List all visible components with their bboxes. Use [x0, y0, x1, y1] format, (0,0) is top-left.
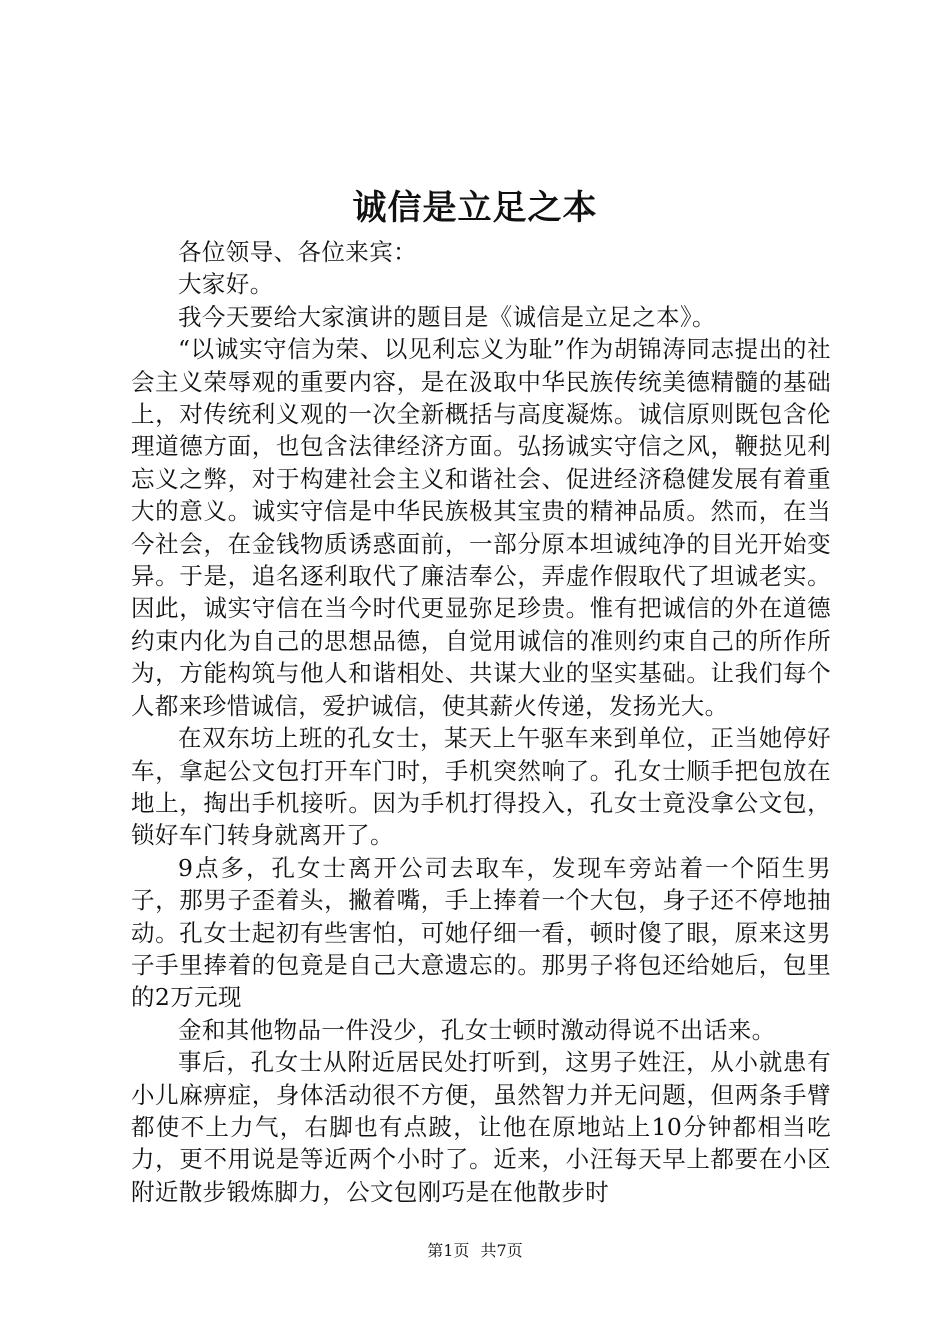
- paragraph-topic: 我今天要给大家演讲的题目是《诚信是立足之本》。: [178, 302, 716, 331]
- page-number: 第1页: [427, 1241, 470, 1260]
- paragraph-story-start: 在双东坊上班的孔女士，某天上午驱车来到单位，正当她停好车，拿起公文包打开车门时，手机突然响了。孔女士顺手把包放在地上，掏出手机接听。因为手机打得投入，孔女士竟没拿公文包，锁好车门转身就离开了。: [131, 724, 831, 850]
- paragraph-greeting: 大家好。: [178, 270, 274, 299]
- page-footer: [0, 1240, 950, 1262]
- paragraph-intro: “以诚实守信为荣、以见利忘义为耻”作为胡锦涛同志提出的社会主义荣辱观的重要内容，是在汲取中华民族传统美德精髓的基础上，对传统利义观的一次全新概括与高度凝炼。诚信原则既包含伦理道德方面，也包含法律经济方面。弘扬诚实守信之风，鞭挞见利忘义之弊，对于构建社会主义和谐社会、促进经济稳健发展有着重大的意义。诚实守信是中华民族极其宝贵的精神品质。然而，在当今社会，在金钱物质诱惑面前，一部分原本坦诚纯净的目光开始变异。于是，追名逐利取代了廉洁奉公，弄虚作假取代了坦诚老实。因此，诚实守信在当今时代更显弥足珍贵。惟有把诚信的外在道德约束内化为自己的思想品德，自觉用诚信的准则约束自己的所作所为，方能构筑与他人和谐相处、共谋大业的坚实基础。让我们每个人都来珍惜诚信，爱护诚信，使其薪火传递，发扬光大。: [131, 335, 831, 720]
- paragraph-story-discovery: 9点多，孔女士离开公司去取车，发现车旁站着一个陌生男子，那男子歪着头，撇着嘴，手上捧着一个大包，身子还不停地抽动。孔女士起初有些害怕，可她仔细一看，顿时傻了眼，原来这男子手里捧着的包竟是自己大意遗忘的。那男子将包还给她后，包里的2万元现: [131, 853, 831, 1012]
- paragraph-story-aftermath: 事后，孔女士从附近居民处打听到，这男子姓汪，从小就患有小儿麻痹症，身体活动很不方便，虽然智力并无问题，但两条手臂都使不上力气，右脚也有点跛，让他在原地站上10分钟都相当吃力，更不用说是等近两个小时了。近来，小汪每天早上都要在小区附近散步锻炼脚力，公文包刚巧是在他散步时: [131, 1048, 831, 1206]
- document-body: [131, 236, 831, 1208]
- paragraph-salutation: 各位领导、各位来宾：: [178, 238, 417, 266]
- page-total: 共7页: [480, 1241, 523, 1260]
- document-title: 诚信是立足之本: [352, 188, 598, 228]
- paragraph-story-continued: 金和其他物品一件没少，孔女士顿时激动得说不出话来。: [178, 1015, 776, 1044]
